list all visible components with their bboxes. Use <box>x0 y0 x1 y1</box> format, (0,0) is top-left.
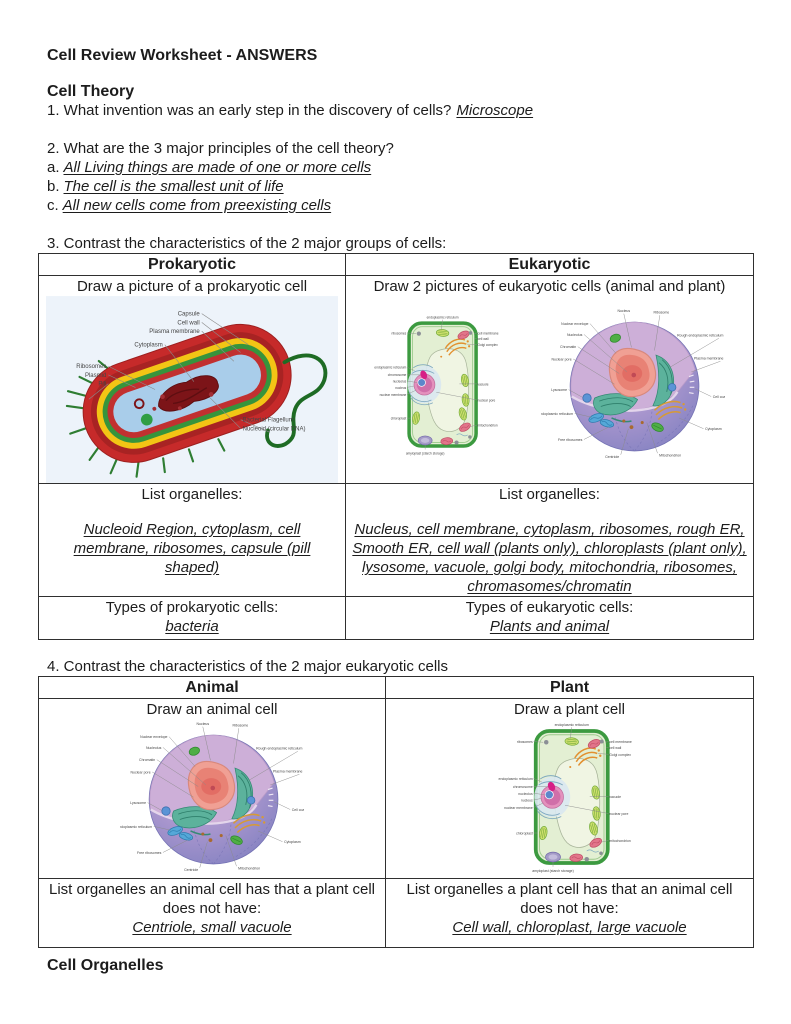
animal-only-label: List organelles an animal cell has that a plant cell does not have: <box>48 881 376 917</box>
plant-cell-diagram-small <box>374 312 507 460</box>
question-1-text: 1. What invention was an early step in the discovery of cells? <box>47 102 452 119</box>
answer-2a-prefix: a. <box>47 159 60 176</box>
section-heading-cell-theory: Cell Theory <box>47 83 135 100</box>
prokaryotic-cell-diagram <box>46 296 338 483</box>
types-prokaryotic-cell <box>39 597 346 640</box>
animal-cell-diagram-small <box>541 306 725 464</box>
table1-draw-row <box>39 276 754 484</box>
section-heading-cell-organelles: Cell Organelles <box>47 957 164 974</box>
header-animal: Animal <box>39 677 386 699</box>
draw-plant-cell <box>386 699 754 879</box>
prokaryotic-eukaryotic-table <box>38 253 754 640</box>
draw-prokaryotic-label: Draw a picture of a prokaryotic cell <box>76 278 308 295</box>
answer-2b-line <box>47 177 753 196</box>
draw-eukaryotic-label: Draw 2 pictures of eukaryotic cells (animal and plant) <box>373 278 726 295</box>
question-3: 3. Contrast the characteristics of the 2 major groups of cells: <box>47 235 447 252</box>
list-plant-only-organelles <box>386 879 754 948</box>
question-2: 2. What are the 3 major principles of the cell theory? <box>47 140 394 157</box>
list-organelles-label-1: List organelles: <box>141 486 243 503</box>
table2-header-row <box>39 677 754 699</box>
header-prokaryotic: Prokaryotic <box>39 254 346 276</box>
answer-2a-line <box>47 158 753 177</box>
answer-2b-prefix: b. <box>47 178 60 195</box>
plant-cell-diagram-large <box>498 719 641 878</box>
answer-2c: All new cells come from preexisting cells <box>62 197 332 214</box>
animal-cell-diagram-large <box>120 719 304 877</box>
draw-plant-label: Draw a plant cell <box>514 701 625 718</box>
list-organelles-eukaryotic-cell <box>346 484 754 597</box>
plant-only-label: List organelles a plant cell has that an animal cell does not have: <box>406 881 733 917</box>
plant-only-answer: Cell wall, chloroplast, large vacuole <box>452 919 687 936</box>
answer-2c-line <box>47 196 753 215</box>
question-4: 4. Contrast the characteristics of the 2 major eukaryotic cells <box>47 658 449 675</box>
animal-only-answer: Centriole, small vacuole <box>132 919 292 936</box>
table1-header-row <box>39 254 754 276</box>
answer-2b: The cell is the smallest unit of life <box>63 178 284 195</box>
draw-eukaryotic-cells <box>346 276 754 484</box>
table1-list-row <box>39 484 754 597</box>
table2-draw-row <box>39 699 754 879</box>
list-animal-only-organelles <box>39 879 386 948</box>
table1-types-row <box>39 597 754 640</box>
list-organelles-prokaryotic-cell <box>39 484 346 597</box>
list-organelles-answer-2: Nucleus, cell membrane, cytoplasm, ribosomes, rough ER, Smooth ER, cell wall (plants only), chloroplasts (plant only), lysosome, vacuole, golgi body, mitochondria, ribosomes, chromasomes/chromatin <box>352 521 747 595</box>
draw-animal-label: Draw an animal cell <box>146 701 278 718</box>
types-prokaryotic-answer: bacteria <box>165 618 219 635</box>
table2-list-row <box>39 879 754 948</box>
question-1 <box>47 101 753 120</box>
draw-prokaryotic-cell <box>39 276 346 484</box>
list-organelles-label-2: List organelles: <box>499 486 600 503</box>
answer-2a: All Living things are made of one or more cells <box>63 159 372 176</box>
types-eukaryotic-label: Types of eukaryotic cells: <box>465 599 634 616</box>
list-organelles-answer-1: Nucleoid Region, cytoplasm, cell membrane, ribosomes, capsule (pill shaped) <box>73 521 311 576</box>
animal-plant-table <box>38 676 754 948</box>
types-eukaryotic-answer: Plants and animal <box>489 618 610 635</box>
header-eukaryotic: Eukaryotic <box>346 254 754 276</box>
answer-2c-prefix: c. <box>47 197 59 214</box>
header-plant: Plant <box>386 677 754 699</box>
answer-1: Microscope <box>456 102 534 119</box>
types-eukaryotic-cell <box>346 597 754 640</box>
page-title: Cell Review Worksheet - ANSWERS <box>47 47 318 64</box>
draw-animal-cell <box>39 699 386 879</box>
types-prokaryotic-label: Types of prokaryotic cells: <box>105 599 279 616</box>
